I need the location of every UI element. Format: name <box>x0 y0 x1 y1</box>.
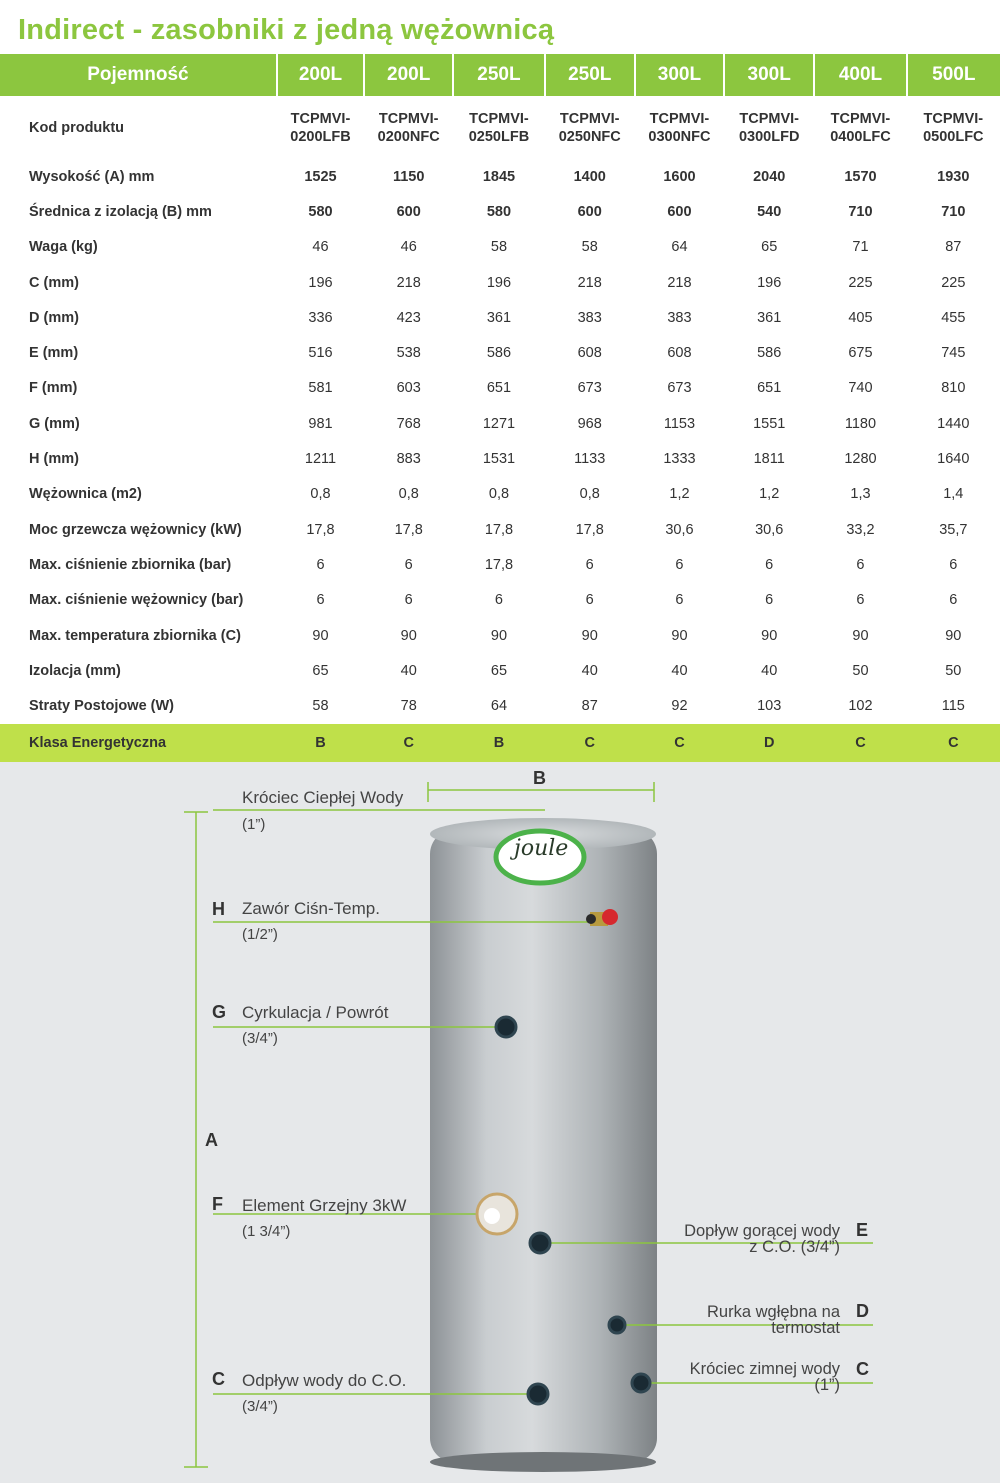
spec-value: 58 <box>490 239 508 256</box>
capacity-header-label: Pojemność <box>0 54 277 96</box>
spec-value: 336 <box>308 309 333 326</box>
spec-value: 600 <box>667 203 692 220</box>
drain-label: Odpływ wody do C.O. <box>242 1371 407 1390</box>
spec-value: 1,3 <box>850 486 871 503</box>
spec-row <box>0 159 1000 194</box>
spec-row <box>0 512 1000 547</box>
hot-water-inlet-line1: Dopływ gorącej wody <box>684 1222 840 1240</box>
spec-row <box>0 653 1000 688</box>
spec-value: 40 <box>400 662 417 679</box>
spec-value: 90 <box>490 627 508 644</box>
spec-value: 6 <box>675 556 684 573</box>
spec-value: 225 <box>848 274 873 291</box>
product-code-part: TCPMVI- <box>830 110 891 127</box>
spec-value: 50 <box>945 662 962 679</box>
spec-value: 1400 <box>573 168 606 185</box>
row-label: Straty Postojowe (W) <box>29 698 175 715</box>
spec-value: 6 <box>949 556 958 573</box>
spec-value: 600 <box>577 203 602 220</box>
capacity-header-row <box>0 54 1000 96</box>
spec-value: 90 <box>581 627 598 644</box>
spec-value: 65 <box>490 662 508 679</box>
spec-value: 6 <box>675 592 684 609</box>
spec-value: 1640 <box>937 451 970 468</box>
spec-value: 90 <box>312 627 329 644</box>
spec-value: 6 <box>765 592 774 609</box>
product-code-cell <box>453 96 544 159</box>
capacity-header: 300L <box>724 54 814 96</box>
spec-value: 17,8 <box>394 521 423 538</box>
spec-row <box>0 230 1000 265</box>
spec-value: 103 <box>757 698 782 715</box>
product-code-part: 0400LFC <box>830 128 891 145</box>
spec-value: 1845 <box>482 168 516 185</box>
spec-value: 675 <box>848 345 873 362</box>
spec-value: 516 <box>308 345 333 362</box>
spec-value: 651 <box>486 380 512 397</box>
spec-value: 90 <box>400 627 417 644</box>
spec-value: 17,8 <box>306 521 335 538</box>
spec-row <box>0 371 1000 406</box>
spec-value: 6 <box>404 592 413 609</box>
spec-value: 65 <box>761 239 778 256</box>
spec-value: 33,2 <box>846 521 875 538</box>
spec-value: 40 <box>671 662 688 679</box>
spec-value: 1133 <box>574 451 606 468</box>
spec-value: 1280 <box>844 451 877 468</box>
spec-value: 1150 <box>392 168 425 185</box>
spec-value: 46 <box>400 239 417 256</box>
spec-value: 883 <box>396 451 421 468</box>
spec-value: 17,8 <box>484 521 514 538</box>
spec-value: 1551 <box>753 415 786 432</box>
spec-row <box>0 618 1000 653</box>
row-label: H (mm) <box>29 451 79 468</box>
spec-value: 115 <box>941 698 965 715</box>
spec-value: 6 <box>585 556 594 573</box>
energy-class-value: C <box>545 724 635 762</box>
spec-value: 710 <box>941 203 966 220</box>
spec-value: 383 <box>667 309 692 326</box>
spec-row <box>0 477 1000 512</box>
spec-row <box>0 300 1000 335</box>
product-code-part: TCPMVI- <box>649 110 710 127</box>
thermostat-pocket-label <box>707 1304 840 1336</box>
spec-value: 6 <box>949 592 958 609</box>
spec-value: 58 <box>581 239 598 256</box>
spec-value: 90 <box>945 627 962 644</box>
h-letter: H <box>212 899 225 919</box>
d-letter: D <box>856 1301 869 1321</box>
tank-illustration <box>0 762 1000 1483</box>
product-code-part: TCPMVI- <box>923 110 984 127</box>
spec-value: 102 <box>848 698 873 715</box>
capacity-header: 250L <box>545 54 635 96</box>
spec-value: 78 <box>400 698 417 715</box>
cold-water-label <box>690 1361 840 1393</box>
spec-value: 90 <box>671 627 688 644</box>
spec-value: 1211 <box>304 451 337 468</box>
capacity-header: 250L <box>453 54 544 96</box>
spec-value: 810 <box>941 380 966 397</box>
row-label: E (mm) <box>29 345 79 362</box>
spec-value: 1,2 <box>669 486 690 503</box>
g-letter: G <box>212 1002 227 1022</box>
pressure-valve <box>602 909 618 925</box>
energy-class-value: C <box>364 724 453 762</box>
thermostat-pocket-port <box>609 1317 625 1333</box>
product-code-part: 0500LFC <box>923 128 984 145</box>
product-code-part: TCPMVI- <box>378 110 439 127</box>
spec-value: 710 <box>848 203 873 220</box>
circulation-port <box>496 1017 516 1037</box>
product-code-part: TCPMVI- <box>739 110 799 127</box>
spec-value: 1525 <box>304 168 337 185</box>
cold-water-line1: Króciec zimnej wody <box>689 1360 840 1378</box>
hot-water-outlet-label: Króciec Ciepłej Wody <box>242 788 404 807</box>
spec-value: 92 <box>671 698 688 715</box>
product-code-part: 0250LFB <box>468 128 530 145</box>
spec-row <box>0 688 1000 723</box>
hot-water-inlet-label <box>684 1223 840 1255</box>
row-label: C (mm) <box>29 274 79 291</box>
row-label: Max. temperatura zbiornika (C) <box>29 627 241 644</box>
tank-diagram <box>0 762 1000 1483</box>
thermostat-pocket-line2: termostat <box>771 1319 840 1337</box>
spec-value: 608 <box>667 345 692 362</box>
spec-value: 6 <box>765 556 774 573</box>
heating-element-size: (1 3/4”) <box>242 1223 291 1240</box>
spec-value: 6 <box>585 592 594 609</box>
spec-value: 90 <box>852 627 869 644</box>
spec-value: 6 <box>404 556 413 573</box>
spec-value: 50 <box>852 662 869 679</box>
row-label: Kod produktu <box>29 119 125 136</box>
spec-value: 1600 <box>663 168 696 185</box>
spec-value: 6 <box>316 592 325 609</box>
spec-value: 6 <box>856 556 865 573</box>
dimension-a-label: A <box>205 1130 218 1150</box>
spec-value: 1333 <box>663 451 696 468</box>
spec-value: 0,8 <box>398 486 419 503</box>
spec-value: 6 <box>494 592 503 609</box>
pressure-valve-size: (1/2”) <box>242 926 278 943</box>
spec-value: 455 <box>941 309 966 326</box>
cold-water-port <box>632 1374 650 1392</box>
spec-value: 538 <box>396 345 421 362</box>
capacity-header: 500L <box>907 54 1000 96</box>
row-label: D (mm) <box>29 309 79 326</box>
spec-value: 218 <box>667 274 692 291</box>
thermostat-pocket-line1: Rurka wgłębna na <box>707 1303 840 1321</box>
product-code-part: 0200LFB <box>290 128 351 145</box>
row-label: Klasa Energetyczna <box>0 724 277 762</box>
spec-value: 65 <box>312 662 329 679</box>
spec-value: 405 <box>848 309 873 326</box>
spec-value: 651 <box>757 380 782 397</box>
spec-row <box>0 194 1000 229</box>
drain-port <box>528 1384 548 1404</box>
heating-element-label: Element Grzejny 3kW <box>242 1196 407 1215</box>
circulation-size: (3/4”) <box>242 1030 278 1047</box>
product-code-row <box>0 96 1000 159</box>
spec-value: 540 <box>757 203 782 220</box>
e-letter: E <box>856 1220 869 1240</box>
f-letter: F <box>212 1194 223 1214</box>
spec-value: 1440 <box>937 415 970 432</box>
energy-class-value: B <box>453 724 544 762</box>
product-code-cell <box>277 96 364 159</box>
spec-value: 64 <box>490 698 508 715</box>
row-label: Wysokość (A) mm <box>29 168 155 185</box>
page-title: Indirect - zasobniki z jedną wężownicą <box>18 14 555 46</box>
hot-water-inlet-line2: z C.O. (3/4”) <box>749 1238 840 1256</box>
spec-value: 1,4 <box>943 486 964 503</box>
energy-class-value: C <box>635 724 724 762</box>
c-left-letter: C <box>212 1369 225 1389</box>
row-label: Max. ciśnienie zbiornika (bar) <box>29 556 232 573</box>
product-code-part: 0300LFD <box>738 128 800 145</box>
spec-row <box>0 441 1000 476</box>
energy-class-value: B <box>277 724 364 762</box>
spec-value: 40 <box>761 662 778 679</box>
spec-row <box>0 547 1000 582</box>
circulation-label: Cyrkulacja / Powrót <box>242 1003 389 1022</box>
capacity-header: 200L <box>364 54 453 96</box>
row-label: Waga (kg) <box>29 239 98 256</box>
row-label: Średnica z izolacją (B) mm <box>29 203 212 220</box>
spec-value: 768 <box>396 415 421 432</box>
row-label: Wężownica (m2) <box>29 486 142 503</box>
dimension-b-label: B <box>533 768 546 788</box>
spec-value: 6 <box>856 592 865 609</box>
product-code-cell <box>364 96 453 159</box>
c-right-letter: C <box>856 1359 869 1379</box>
product-code-cell <box>907 96 1000 159</box>
product-code-cell <box>724 96 814 159</box>
spec-value: 17,8 <box>575 521 604 538</box>
drain-size: (3/4”) <box>242 1398 278 1415</box>
product-code-part: 0250NFC <box>558 128 621 145</box>
spec-value: 218 <box>577 274 602 291</box>
energy-class-row <box>0 724 1000 762</box>
spec-value: 1531 <box>482 451 516 468</box>
spec-value: 1811 <box>753 451 785 468</box>
spec-value: 0,8 <box>310 486 331 503</box>
spec-value: 40 <box>581 662 598 679</box>
spec-value: 600 <box>396 203 421 220</box>
spec-value: 87 <box>581 698 598 715</box>
product-code-cell <box>814 96 906 159</box>
spec-value: 586 <box>757 345 782 362</box>
spec-value: 87 <box>945 239 962 256</box>
spec-value: 58 <box>312 698 329 715</box>
spec-value: 64 <box>671 239 688 256</box>
spec-row <box>0 265 1000 300</box>
spec-table <box>0 54 1000 762</box>
energy-class-value: C <box>907 724 1000 762</box>
energy-class-value: D <box>724 724 814 762</box>
spec-value: 2040 <box>753 168 786 185</box>
spec-value: 1180 <box>844 415 877 432</box>
spec-row <box>0 583 1000 618</box>
spec-value: 673 <box>667 380 692 397</box>
spec-value: 968 <box>577 415 602 432</box>
product-code-part: TCPMVI- <box>469 110 529 127</box>
spec-value: 6 <box>316 556 325 573</box>
spec-value: 0,8 <box>579 486 600 503</box>
product-code-part: 0300NFC <box>648 128 711 145</box>
capacity-header: 200L <box>277 54 364 96</box>
spec-value: 225 <box>941 274 966 291</box>
spec-value: 603 <box>396 380 421 397</box>
spec-value: 580 <box>308 203 333 220</box>
row-label: F (mm) <box>29 380 78 397</box>
spec-value: 1930 <box>937 168 970 185</box>
spec-value: 218 <box>396 274 421 291</box>
product-code-cell <box>545 96 635 159</box>
joule-logo: joule <box>514 836 569 861</box>
spec-value: 383 <box>577 309 602 326</box>
spec-value: 1570 <box>844 168 877 185</box>
spec-value: 30,6 <box>665 521 694 538</box>
spec-value: 580 <box>486 203 512 220</box>
row-label: Moc grzewcza wężownicy (kW) <box>29 521 242 538</box>
spec-value: 17,8 <box>484 556 514 573</box>
tank-body <box>430 830 657 1462</box>
capacity-header: 300L <box>635 54 724 96</box>
spec-value: 423 <box>396 309 421 326</box>
product-code-part: TCPMVI- <box>290 110 351 127</box>
row-label: Izolacja (mm) <box>29 662 121 679</box>
spec-value: 361 <box>486 309 512 326</box>
spec-row <box>0 335 1000 370</box>
spec-value: 0,8 <box>488 486 510 503</box>
spec-value: 90 <box>761 627 778 644</box>
spec-value: 740 <box>848 380 873 397</box>
spec-value: 581 <box>308 380 333 397</box>
cold-water-line2: (1”) <box>814 1376 840 1394</box>
spec-value: 1153 <box>663 415 696 432</box>
spec-value: 1271 <box>482 415 516 432</box>
spec-value: 196 <box>757 274 782 291</box>
pressure-valve-label: Zawór Ciśn-Temp. <box>242 899 380 918</box>
spec-value: 71 <box>852 239 869 256</box>
spec-value: 30,6 <box>755 521 784 538</box>
capacity-header: 400L <box>814 54 906 96</box>
energy-class-value: C <box>814 724 906 762</box>
spec-value: 361 <box>757 309 782 326</box>
spec-value: 196 <box>486 274 512 291</box>
row-label: G (mm) <box>29 415 80 432</box>
spec-value: 35,7 <box>939 521 968 538</box>
spec-value: 608 <box>577 345 602 362</box>
spec-row <box>0 406 1000 441</box>
hot-water-outlet-size: (1”) <box>242 816 266 833</box>
hot-water-inlet-port <box>530 1233 550 1253</box>
row-label: Max. ciśnienie wężownicy (bar) <box>29 592 244 609</box>
spec-value: 586 <box>486 345 512 362</box>
spec-value: 745 <box>941 345 966 362</box>
product-code-part: TCPMVI- <box>559 110 620 127</box>
spec-value: 46 <box>312 239 329 256</box>
product-code-part: 0200NFC <box>377 128 440 145</box>
spec-value: 196 <box>308 274 333 291</box>
spec-value: 673 <box>577 380 602 397</box>
product-code-cell <box>635 96 724 159</box>
spec-value: 981 <box>308 415 333 432</box>
spec-value: 1,2 <box>759 486 780 503</box>
